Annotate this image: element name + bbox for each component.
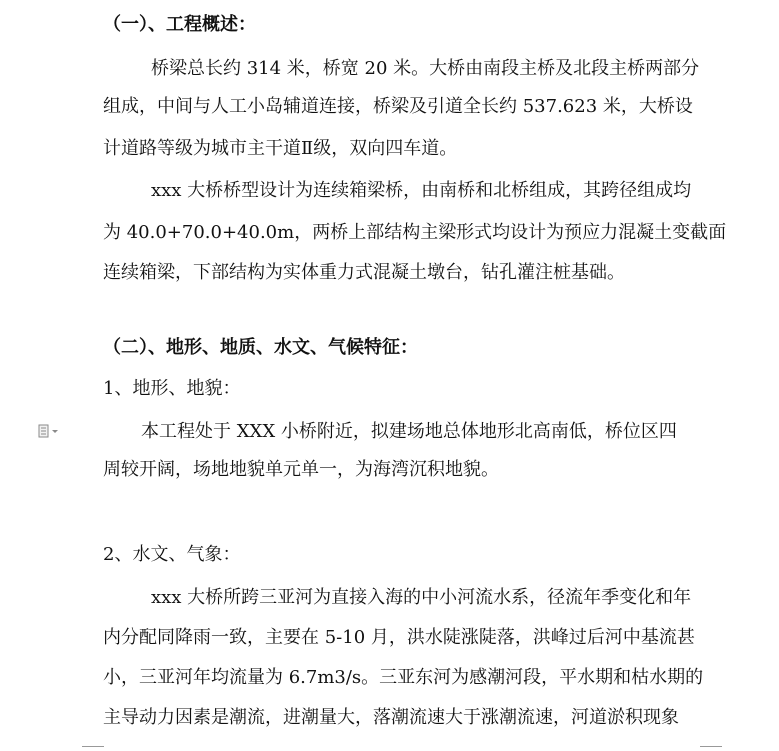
- section1-para1-line1: 桥梁总长约 314 米，桥宽 20 米。大桥由南段主桥及北段主桥两部分: [151, 58, 700, 79]
- section1-para2-line1: xxx 大桥桥型设计为连续箱梁桥，由南桥和北桥组成，其跨径组成均: [151, 180, 692, 201]
- section1-para2-line2: 为 40.0+70.0+40.0m，两桥上部结构主梁形式均设计为预应力混凝土变截面: [103, 222, 727, 243]
- sub1-title: 1、地形、地貌：: [103, 378, 241, 399]
- sub2-para-line1: xxx 大桥所跨三亚河为直接入海的中小河流水系，径流年季变化和年: [151, 587, 692, 608]
- sub1-para-line1: 本工程处于 XXX 小桥附近，拟建场地总体地形北高南低，桥位区四: [141, 421, 677, 442]
- sub1-para-line2: 周较开阔，场地地貌单元单一，为海湾沉积地貌。: [103, 459, 499, 480]
- sub2-para-line2: 内分配同降雨一致，主要在 5-10 月，洪水陡涨陡落，洪峰过后河中基流甚: [103, 627, 695, 648]
- section1-para1-line3: 计道路等级为城市主干道Ⅱ级，双向四车道。: [103, 138, 458, 159]
- sub2-title: 2、水文、气象：: [103, 544, 241, 565]
- page-margin-mark-right: [700, 746, 722, 747]
- section1-para1-line2: 组成，中间与人工小岛辅道连接，桥梁及引道全长约 537.623 米，大桥设: [103, 96, 693, 117]
- section1-para2-line3: 连续箱梁，下部结构为实体重力式混凝土墩台，钻孔灌注桩基础。: [103, 262, 625, 283]
- section2-heading: （二）、地形、地质、水文、气候特征：: [103, 337, 418, 358]
- paragraph-options-icon[interactable]: [38, 423, 62, 437]
- sub2-para-line4: 主导动力因素是潮流，进潮量大，落潮流速大于涨潮流速，河道淤积现象: [103, 707, 679, 728]
- page-margin-mark-left: [82, 746, 104, 747]
- section1-heading: （一）、工程概述：: [103, 14, 256, 35]
- sub2-para-line3: 小，三亚河年均流量为 6.7m3/s。三亚东河为感潮河段，平水期和枯水期的: [103, 667, 704, 688]
